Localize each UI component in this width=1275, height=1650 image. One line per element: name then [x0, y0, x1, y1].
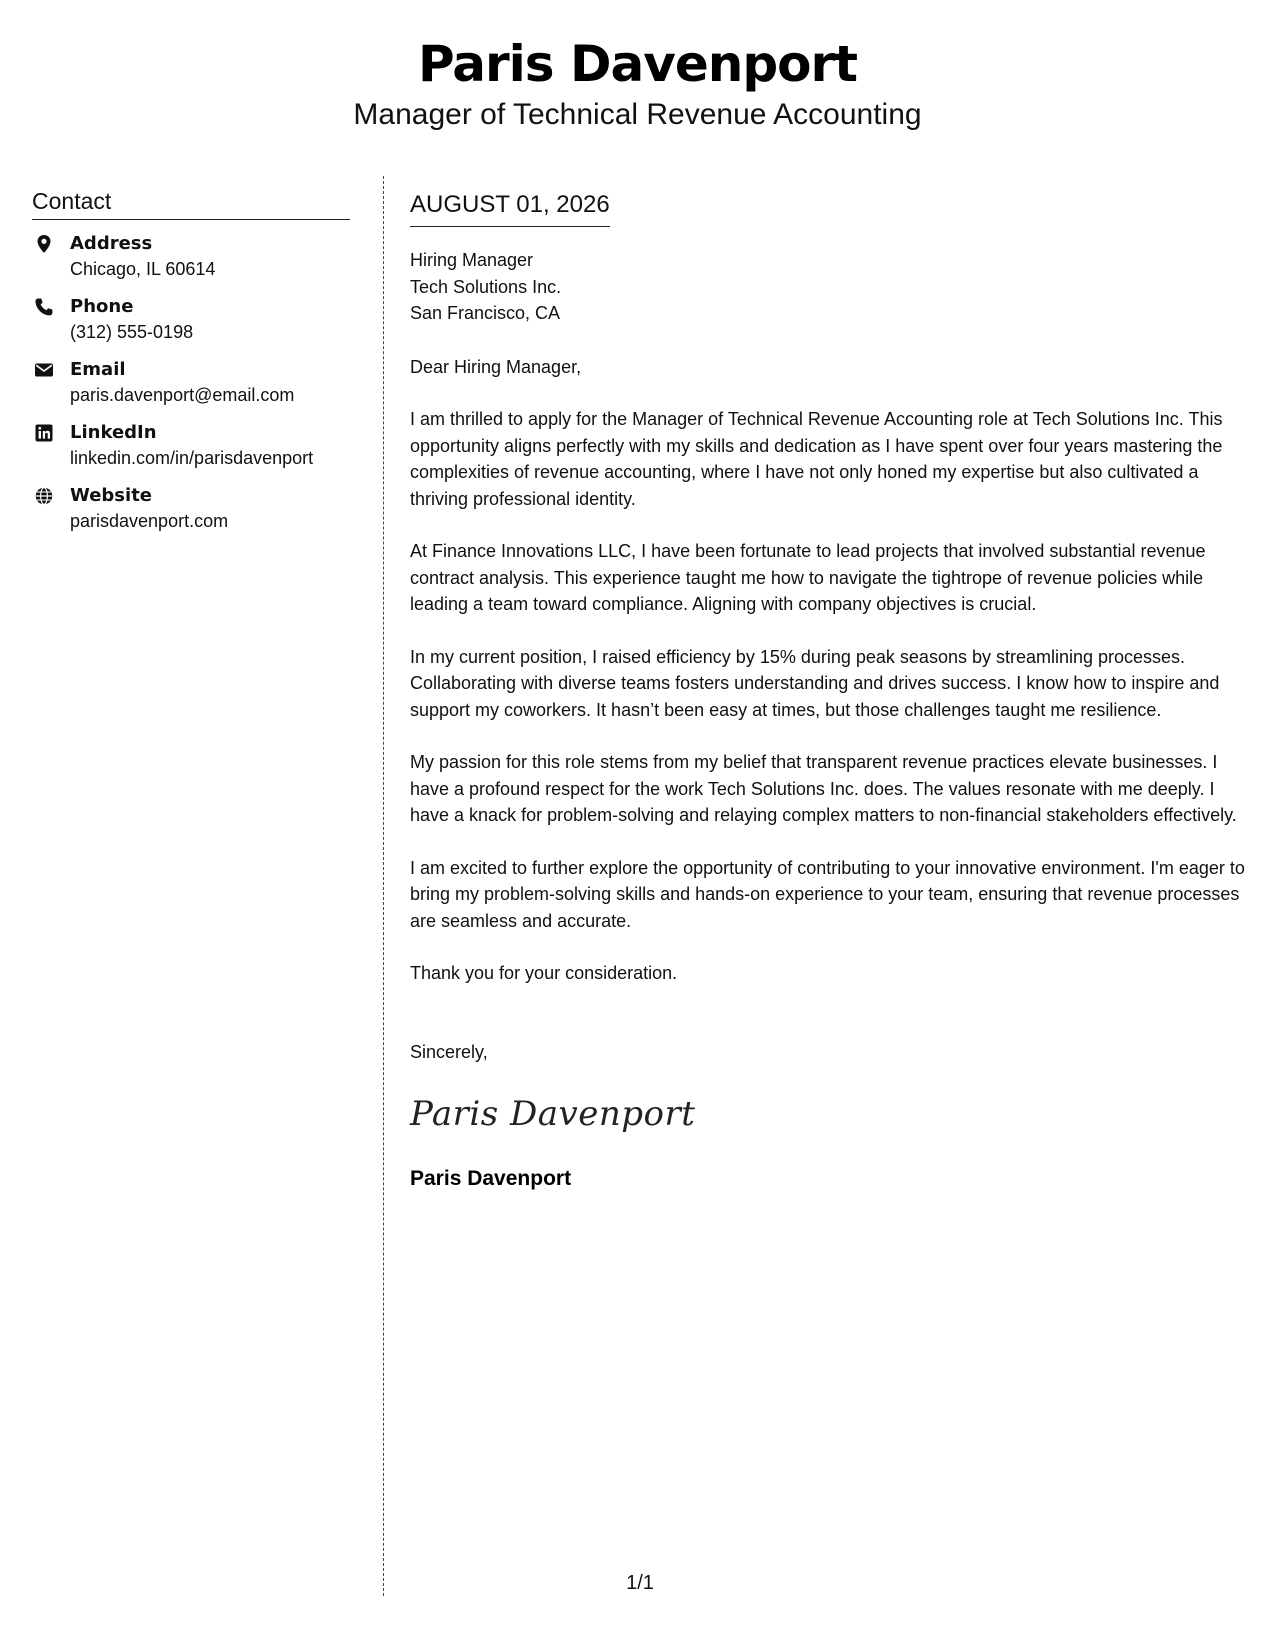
contact-item-phone: [32, 295, 350, 358]
letter-paragraph: I am thrilled to apply for the Manager of Technical Revenue Accounting role at Tech Solutions Inc. This opportunity aligns perfectly with my skills and dedication as I have spent over four years mastering the complexities of revenue accounting, where I have not only honed my expertise but also cultivated a thriving professional identity.: [410, 409, 1223, 509]
phone-icon: [34, 297, 54, 317]
recipient-line: Hiring Manager: [410, 250, 534, 270]
contact-item-email: [32, 358, 350, 421]
letter-paragraph: Thank you for your consideration.: [410, 963, 678, 983]
applicant-name: Paris Davenport: [417, 35, 858, 93]
email-icon: [34, 360, 54, 380]
signature-text: Paris Davenport: [410, 1094, 696, 1134]
contact-value: parisdavenport.com: [70, 511, 229, 531]
letter-body: [410, 190, 1250, 1193]
contact-label: Email: [70, 359, 126, 380]
applicant-title: Manager of Technical Revenue Accounting: [353, 98, 922, 131]
contact-value: linkedin.com/in/parisdavenport: [70, 448, 314, 468]
contact-sidebar: [32, 187, 350, 547]
contact-label: Website: [70, 485, 153, 506]
contact-value: Chicago, IL 60614: [70, 259, 216, 279]
recipient-line: San Francisco, CA: [410, 303, 561, 323]
contact-item-address: [32, 232, 350, 295]
letter-closing: Sincerely,: [410, 1041, 488, 1062]
recipient-block: [410, 247, 1250, 327]
contact-item-website: [32, 484, 350, 547]
contact-label: Phone: [70, 296, 134, 317]
letter-greeting: Dear Hiring Manager,: [410, 356, 582, 377]
map-pin-icon: [34, 234, 54, 254]
signer-name: Paris Davenport: [410, 1167, 572, 1190]
contact-heading: Contact: [32, 187, 350, 220]
letter-paragraph: At Finance Innovations LLC, I have been fortunate to lead projects that involved substantial revenue contract analysis. This experience taught me how to navigate the tightrope of revenue policies while leading a team toward compliance. Aligning with company objectives is crucial.: [410, 541, 1206, 614]
letter-paragraph: My passion for this role stems from my belief that transparent revenue practices elevate businesses. I have a profound respect for the work Tech Solutions Inc. does. The values resonate with me deeply. I have a knack for problem-solving and relaying complex matters to non-financial stakeholders effectively.: [410, 752, 1237, 825]
globe-icon: [34, 486, 54, 506]
contact-value: paris.davenport@email.com: [70, 385, 295, 405]
letter-date: AUGUST 01, 2026: [410, 190, 610, 227]
letter-paragraph: In my current position, I raised efficiency by 15% during peak seasons by streamlining processes. Collaborating with diverse teams fosters understanding and drives success. I know how to inspire and support my coworkers. It hasn’t been easy at times, but those challenges taught me resilience.: [410, 646, 1220, 720]
contact-label: LinkedIn: [70, 422, 157, 443]
column-divider: [383, 176, 384, 1596]
letter-paragraph: I am excited to further explore the opportunity of contributing to your innovative environment. I'm eager to bring my problem-solving skills and hands-on experience to your team, ensuring that revenue processes are seamless and accurate.: [410, 857, 1245, 931]
recipient-line: Tech Solutions Inc.: [410, 276, 562, 297]
letter-header: [0, 32, 1275, 134]
linkedin-icon: [34, 423, 54, 443]
contact-value: (312) 555-0198: [70, 322, 194, 342]
page-number: 1/1: [626, 1572, 654, 1594]
handwritten-signature: [410, 1091, 1250, 1143]
contact-label: Address: [70, 233, 153, 254]
contact-item-linkedin: [32, 421, 350, 484]
